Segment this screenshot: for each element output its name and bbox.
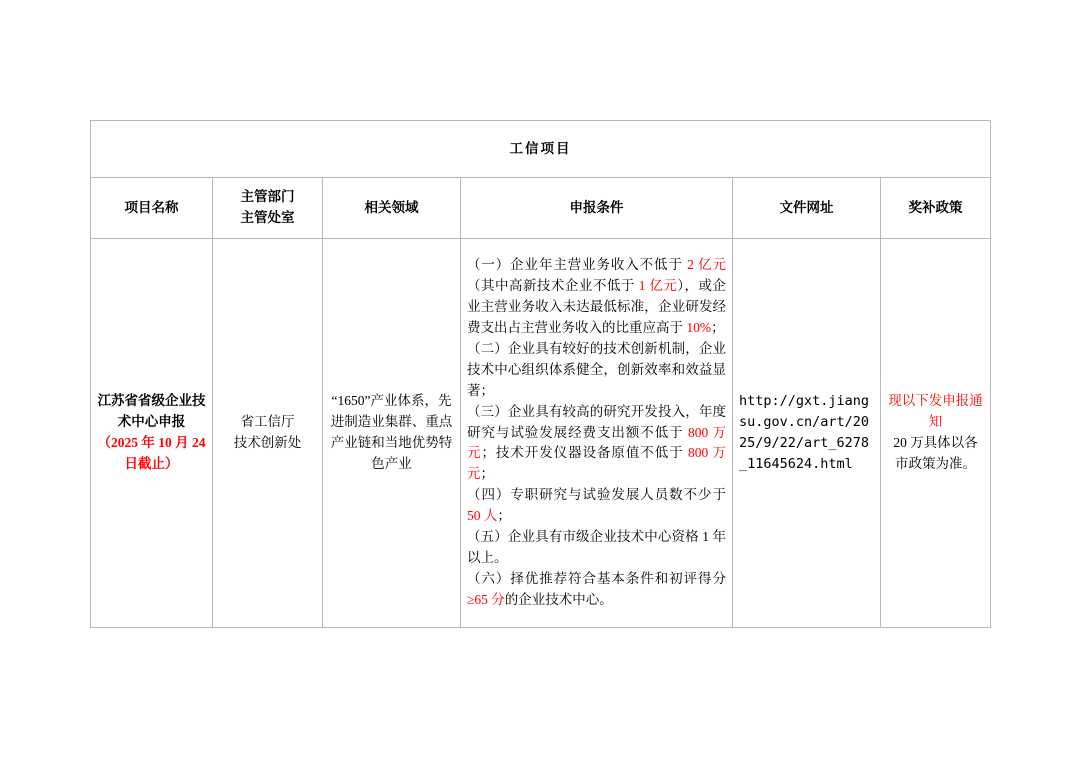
department-line2: 技术创新处 [233,435,302,450]
condition-text: （二）企业具有较好的技术创新机制，企业技术中心组织体系健全，创新效率和效益显著； [467,340,726,398]
condition-text: （六）择优推荐符合基本条件和初评得分 [467,570,726,586]
department-line1: 省工信厅 [240,414,295,430]
project-deadline-text: （2025 年 10 月 24 日截止） [97,435,206,471]
condition-highlight: ≥65 分 [467,591,505,607]
condition-item [467,485,726,527]
condition-text: ； [711,319,725,335]
table-title: 工信项目 [91,121,991,178]
condition-text: （五）企业具有市级企业技术中心资格 1 年以上。 [467,529,726,566]
condition-item [467,527,726,569]
condition-text: ； [497,508,511,524]
header-document-url: 文件网址 [733,178,881,239]
award-detail-text: 20 万具体以各市政策为准。 [893,435,978,471]
project-name-text: 江苏省省级企业技术中心申报 [97,393,206,430]
condition-text: ），或企业主营业务收入未达最低标准，企业研发经费支出占主营业务收入的比重应高于 [467,278,727,335]
header-related-field: 相关领域 [323,178,461,239]
condition-text: ； [480,466,494,482]
condition-item [467,569,726,611]
cell-application-conditions [461,239,733,628]
award-notice-text: 现以下发申报通知 [888,393,983,430]
table-header-row [91,178,991,239]
condition-highlight: 800 万元 [467,445,727,482]
header-award-policy: 奖补政策 [881,178,991,239]
conditions-list [467,255,726,611]
condition-highlight: 50 人 [467,508,498,524]
header-project-name: 项目名称 [91,178,213,239]
condition-item [467,255,726,339]
cell-award-policy [881,239,991,628]
project-table [90,120,991,628]
condition-text: （其中高新技术企业不低于 [467,278,639,294]
condition-item [467,339,726,402]
header-department-line2: 主管处室 [240,210,295,225]
cell-related-field: “1650”产业体系，先进制造业集群、重点产业链和当地优势特色产业 [323,239,461,628]
condition-text: （三）企业具有较高的研究开发投入，年度研究与试验发展经费支出额不低于 [467,403,726,440]
condition-highlight: 800 万元 [467,424,727,461]
condition-text: ；技术开发仪器设备原值不低于 [481,445,688,461]
condition-highlight: 1 亿元 [638,278,678,294]
condition-text: （一）企业年主营业务收入不低于 [467,257,688,273]
condition-text: 的企业技术中心。 [504,591,613,607]
condition-highlight: 10% [686,319,712,335]
cell-document-url: http://gxt.jiangsu.gov.cn/art/2025/9/22/art_6278_11645624.html [733,239,881,628]
table-title-row [91,121,991,178]
condition-highlight: 2 亿元 [687,257,727,273]
header-department [213,178,323,239]
condition-text: （四）专职研究与试验发展人员数不少于 [467,487,726,503]
cell-department [213,239,323,628]
header-application-conditions: 申报条件 [461,178,733,239]
cell-project-name [91,239,213,628]
condition-item [467,402,726,486]
header-department-line1: 主管部门 [240,189,295,205]
table-row [91,239,991,628]
